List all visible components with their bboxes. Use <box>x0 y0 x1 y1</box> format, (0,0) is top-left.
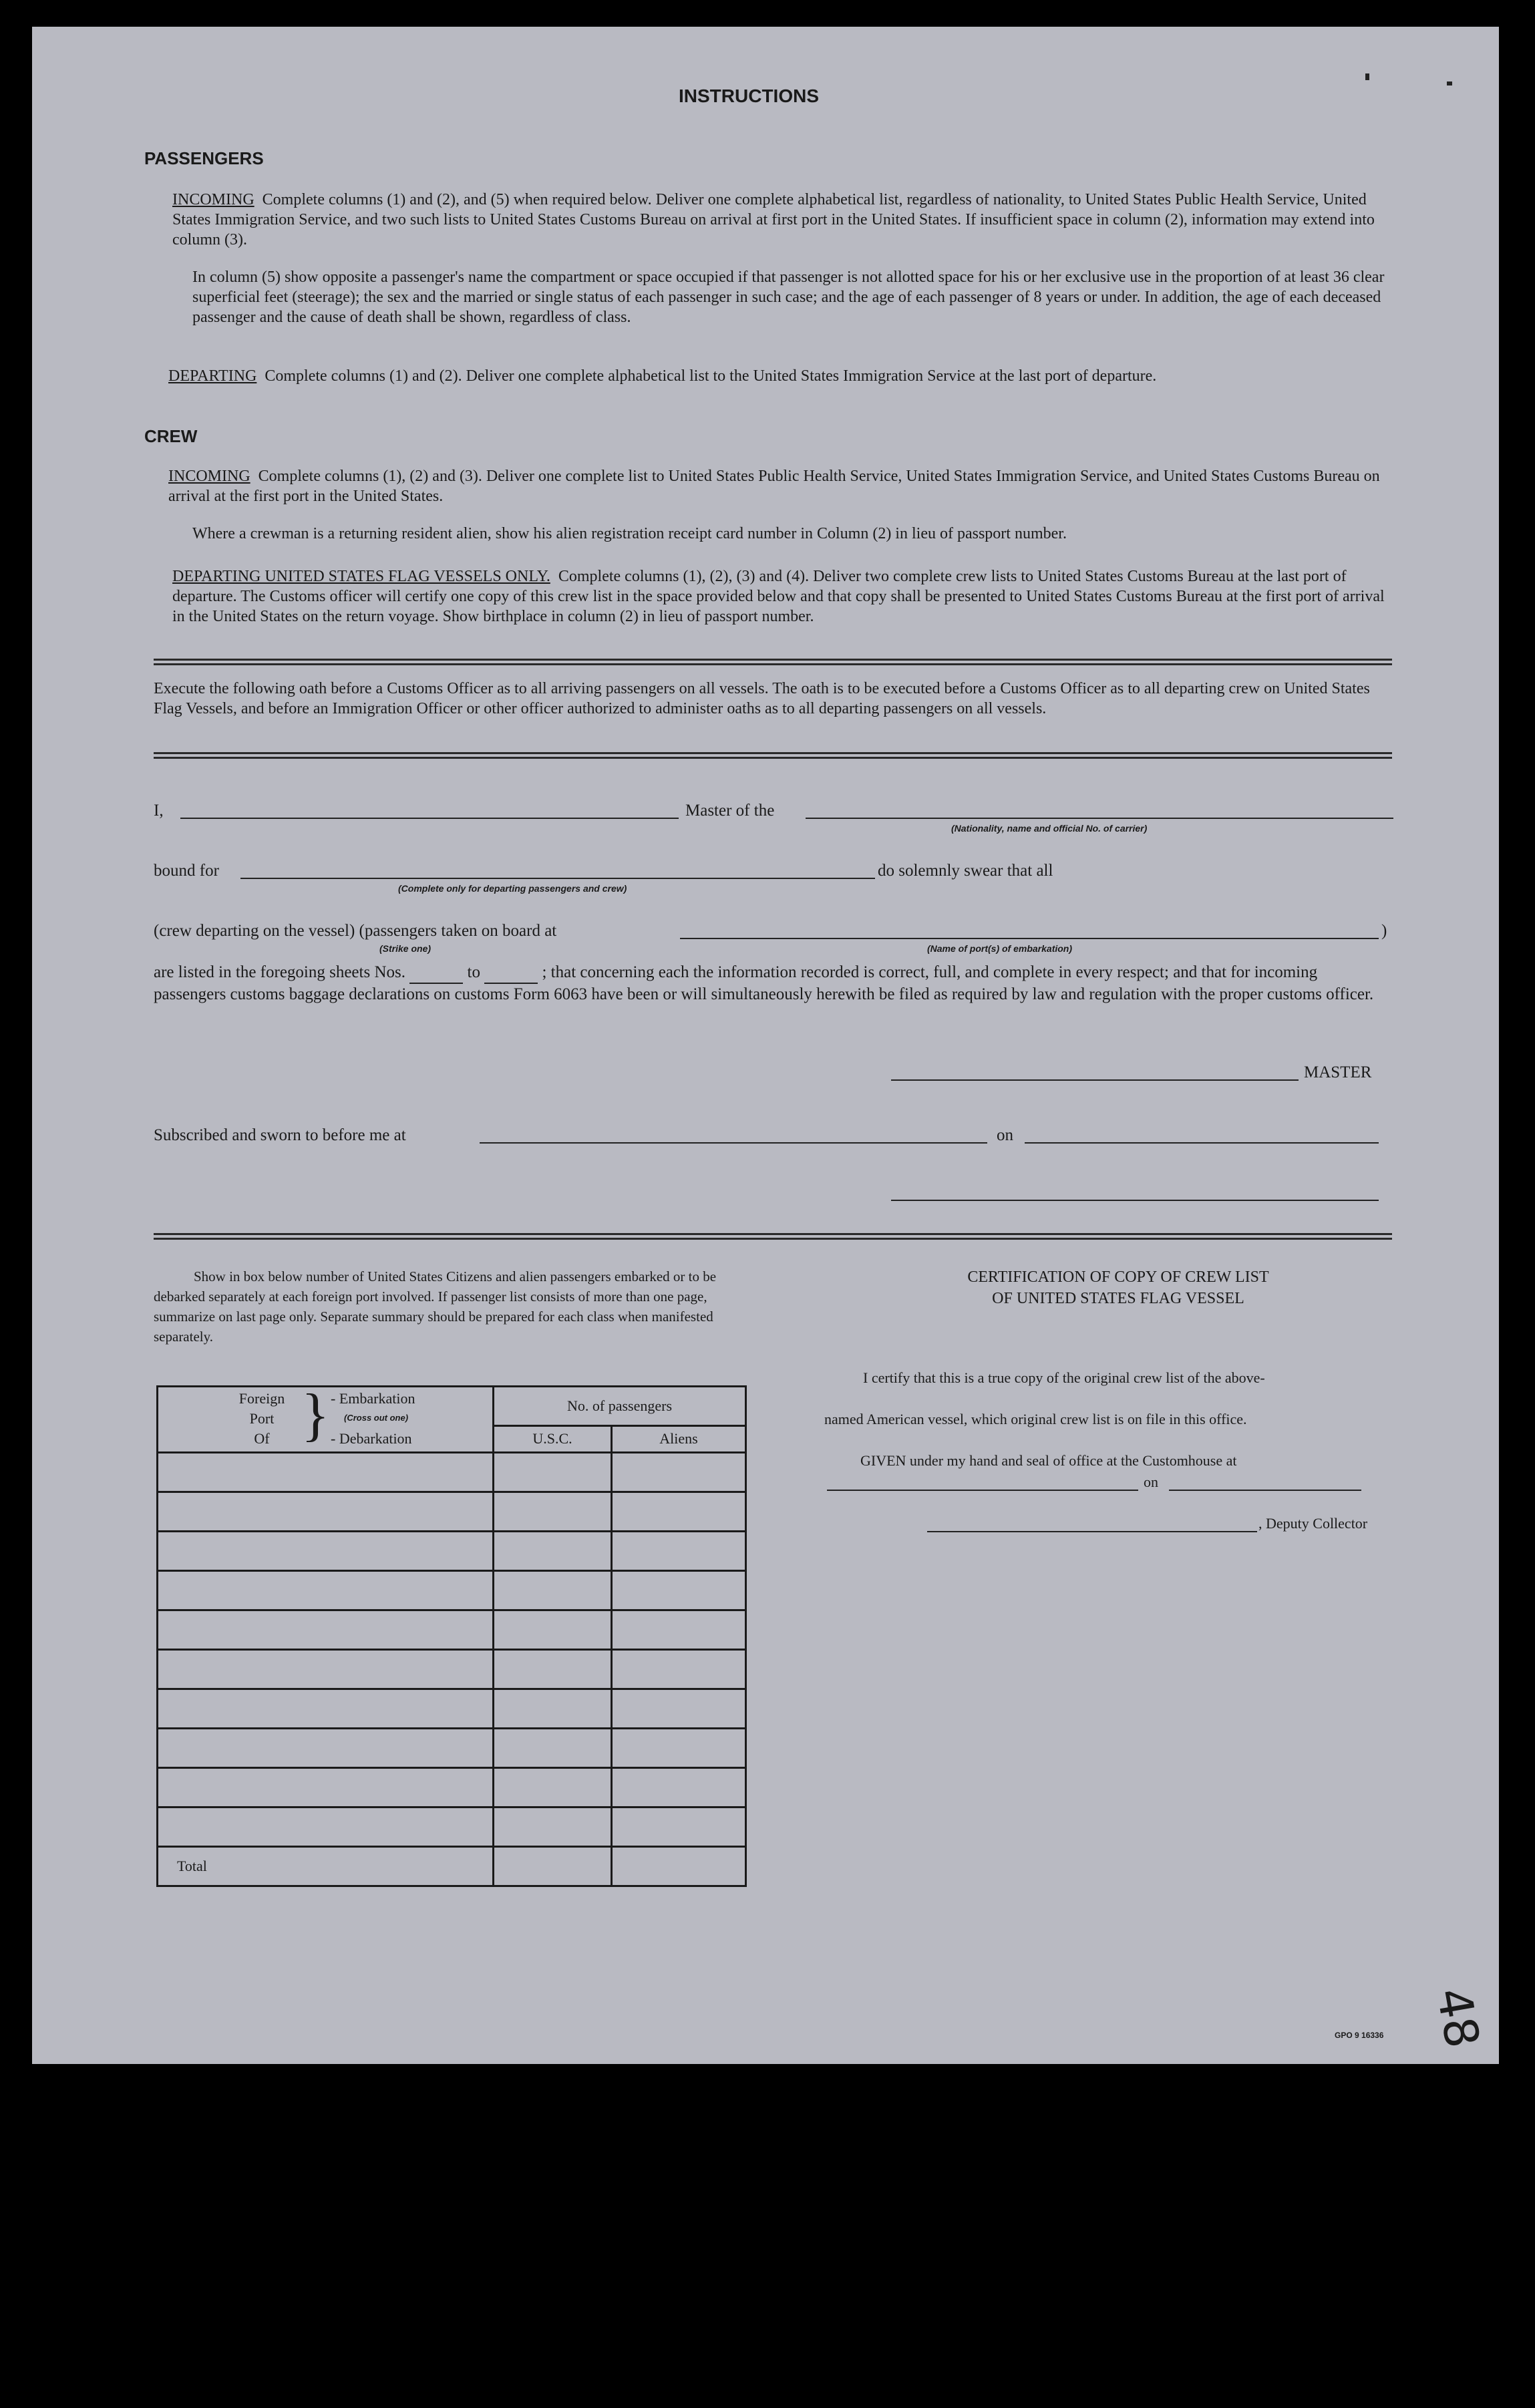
master-name-field[interactable] <box>180 818 679 819</box>
given-line: GIVEN under my hand and seal of office at the Customhouse at <box>860 1452 1237 1469</box>
port-cell[interactable] <box>158 1729 494 1768</box>
total-row <box>158 1847 746 1886</box>
crew-resident-alien-text: Where a crewman is a returning resident alien, show his alien registration receipt card number in Column (2) in lieu of passport number. <box>192 525 1067 542</box>
bound-for-field[interactable] <box>240 878 875 879</box>
passengers-departing-label: DEPARTING <box>168 367 257 385</box>
embarkation-label: - Embarkation <box>331 1390 415 1407</box>
bound-for-label: bound for <box>154 862 219 880</box>
customhouse-field[interactable] <box>827 1490 1138 1491</box>
total-usc-cell[interactable] <box>494 1847 612 1886</box>
table-row <box>158 1492 746 1532</box>
sheet-from-field[interactable] <box>409 962 463 984</box>
subscribed-label: Subscribed and sworn to before me at <box>154 1126 406 1144</box>
port-cell[interactable] <box>158 1532 494 1571</box>
table-row <box>158 1808 746 1847</box>
sworn-location-field[interactable] <box>480 1142 987 1144</box>
table-row <box>158 1650 746 1689</box>
summary-header-row <box>158 1387 746 1426</box>
port-label-stack <box>232 1389 292 1449</box>
swear-label: do solemnly swear that all <box>878 862 1053 880</box>
total-label: Total <box>158 1847 494 1886</box>
aliens-cell[interactable] <box>612 1610 746 1650</box>
crew-incoming-label: INCOMING <box>168 468 250 485</box>
aliens-cell[interactable] <box>612 1650 746 1689</box>
port-cell[interactable] <box>158 1571 494 1610</box>
usc-cell[interactable] <box>494 1532 612 1571</box>
crew-passengers-label: (crew departing on the vessel) (passengers taken on board at <box>154 922 557 940</box>
bound-for-caption: (Complete only for departing passengers and crew) <box>398 883 627 894</box>
usc-cell[interactable] <box>494 1571 612 1610</box>
port-cell[interactable] <box>158 1768 494 1808</box>
carrier-field[interactable] <box>806 818 1393 819</box>
deputy-signature-field[interactable] <box>927 1531 1257 1532</box>
table-row <box>158 1532 746 1571</box>
usc-cell[interactable] <box>494 1492 612 1532</box>
cross-out-caption: (Cross out one) <box>344 1413 409 1423</box>
summary-instructions: Show in box below number of United States Citizens and alien passengers embarked or to be debarked separately at each foreign port involved. If passenger list consists of more than one page, summarize on last page only. Separate summary should be prepared for each class when manifested separately. <box>154 1268 717 1345</box>
sheets-to-label: to <box>467 963 480 981</box>
crew-departing-label: DEPARTING UNITED STATES FLAG VESSELS ONLY. <box>172 568 550 585</box>
port-cell[interactable] <box>158 1453 494 1492</box>
close-paren: ) <box>1381 922 1387 940</box>
aliens-header-cell: Aliens <box>612 1425 746 1452</box>
usc-cell[interactable] <box>494 1729 612 1768</box>
stray-mark <box>1365 73 1369 80</box>
table-row <box>158 1571 746 1610</box>
aliens-cell[interactable] <box>612 1492 746 1532</box>
passengers-incoming-block <box>172 190 1398 250</box>
table-row <box>158 1610 746 1650</box>
usc-cell[interactable] <box>494 1610 612 1650</box>
certify-line2: named American vessel, which original crew list is on file in this office. <box>824 1411 1247 1427</box>
passenger-summary-table <box>156 1385 747 1887</box>
aliens-cell[interactable] <box>612 1768 746 1808</box>
gpo-code: GPO 9 16336 <box>1335 2031 1384 2040</box>
officer-signature-field[interactable] <box>891 1200 1379 1201</box>
port-cell[interactable] <box>158 1808 494 1847</box>
passengers-column5-block: In column (5) show opposite a passenger's name the compartment or space occupied if that passenger is not allotted space for his or her exclusive use in the proportion of at least 36 clear superficial feet (steerage); the sex and the married or single status of each passenger in such case; and the age of each passenger of 8 years or under. In addition, the age of each deceased passenger and the cause of death shall be shown, regardless of class. <box>192 269 1385 326</box>
table-row <box>158 1453 746 1492</box>
master-label: MASTER <box>1304 1063 1372 1081</box>
port-cell[interactable] <box>158 1610 494 1650</box>
aliens-cell[interactable] <box>612 1571 746 1610</box>
crew-departing-text: Complete columns (1), (2), (3) and (4). Deliver two complete crew lists to United States Customs Bureau at the last port of departure. The Customs officer will certify one copy of this crew list in the space provided below and that copy shall be presented to United States Customs Bureau at the first port of arrival in the United States on the return voyage. Show birthplace in column (2) in lieu of passport number. <box>172 568 1385 625</box>
sworn-on-label: on <box>997 1126 1013 1144</box>
debarkation-label: - Debarkation <box>331 1430 412 1447</box>
nationality-caption: (Nationality, name and official No. of carrier) <box>951 823 1148 834</box>
total-aliens-cell[interactable] <box>612 1847 746 1886</box>
stray-mark <box>1447 81 1452 85</box>
oath-intro: Execute the following oath before a Customs Officer as to all arriving passengers on all vessels. The oath is to be executed before a Customs Officer as to all departing crew on United States Flag Vessels, and before an Immigration Officer or other officer authorized to administer oaths as to all departing passengers on all vessels. <box>154 680 1370 717</box>
certify-line1: I certify that this is a true copy of the original crew list of the above- <box>863 1369 1265 1386</box>
instructions-title: INSTRUCTIONS <box>679 85 819 106</box>
table-row <box>158 1768 746 1808</box>
port-cell[interactable] <box>158 1689 494 1729</box>
passengers-departing-block <box>168 366 1398 386</box>
port-header-cell <box>158 1383 494 1453</box>
usc-header-cell: U.S.C. <box>494 1425 612 1452</box>
crew-departing-block <box>172 566 1398 627</box>
form-page <box>32 27 1499 2064</box>
certification-title-line2: OF UNITED STATES FLAG VESSEL <box>992 1290 1244 1307</box>
certification-title-line1: CERTIFICATION OF COPY OF CREW LIST <box>967 1268 1269 1286</box>
usc-cell[interactable] <box>494 1650 612 1689</box>
crew-incoming-block <box>168 466 1398 506</box>
embarkation-port-field[interactable] <box>680 938 1379 939</box>
master-signature-field[interactable] <box>891 1079 1299 1081</box>
aliens-cell[interactable] <box>612 1532 746 1571</box>
strike-caption: (Strike one) <box>379 943 432 954</box>
passengers-departing-text: Complete columns (1) and (2). Deliver one complete alphabetical list to the United States Immigration Service at the last port of departure. <box>265 367 1157 385</box>
sheets-cont: respect; and that for incoming passengers customs baggage declarations on customs Form 6063 have been or will simultaneously herewith be filed as required by law and regulation with the proper customs officer. <box>154 963 1374 1003</box>
oath-i-label: I, <box>154 802 164 820</box>
brace-glyph: } <box>301 1383 330 1447</box>
crew-incoming-text: Complete columns (1), (2) and (3). Deliver one complete list to United States Public Health Service, United States Immigration Service, and United States Customs Bureau on arrival at the first port in the United States. <box>168 468 1380 505</box>
master-of-label: Master of the <box>685 802 775 820</box>
table-row <box>158 1689 746 1729</box>
of-label: Of <box>254 1430 270 1447</box>
usc-cell[interactable] <box>494 1689 612 1729</box>
divider-3 <box>154 1233 1392 1240</box>
foreign-label: Foreign <box>238 1390 285 1407</box>
deputy-collector-label: , Deputy Collector <box>1258 1515 1368 1532</box>
passengers-heading: PASSENGERS <box>144 148 264 168</box>
usc-cell[interactable] <box>494 1768 612 1808</box>
port-cell[interactable] <box>158 1492 494 1532</box>
sheet-to-field[interactable] <box>484 962 538 984</box>
table-row <box>158 1729 746 1768</box>
divider-2 <box>154 752 1392 759</box>
sworn-date-field[interactable] <box>1025 1142 1379 1144</box>
aliens-cell[interactable] <box>612 1808 746 1847</box>
port-label: Port <box>249 1410 275 1427</box>
usc-cell[interactable] <box>494 1808 612 1847</box>
certification-title <box>931 1266 1305 1309</box>
aliens-cell[interactable] <box>612 1453 746 1492</box>
crew-heading: CREW <box>144 426 198 446</box>
handwritten-number: 48 <box>1425 1984 1490 2052</box>
sheets-text: ; that concerning each the information recorded is correct, full, and complete in every <box>542 963 1113 981</box>
usc-cell[interactable] <box>494 1453 612 1492</box>
certification-on-label: on <box>1144 1474 1158 1490</box>
port-cell[interactable] <box>158 1650 494 1689</box>
certification-date-field[interactable] <box>1169 1490 1361 1491</box>
aliens-cell[interactable] <box>612 1729 746 1768</box>
divider-1 <box>154 659 1392 665</box>
passengers-incoming-text: Complete columns (1) and (2), and (5) when required below. Deliver one complete alphabetical list, regardless of nationality, to United States Public Health Service, United States Immigration Service, and two such lists to United States Customs Bureau on arrival at first port in the United States. If insufficient space in column (2), information may extend into column (3). <box>172 191 1375 248</box>
sheets-block <box>154 962 1392 1005</box>
passengers-incoming-label: INCOMING <box>172 191 254 208</box>
sheets-prefix: are listed in the foregoing sheets Nos. <box>154 963 405 981</box>
passengers-header-cell: No. of passengers <box>494 1387 746 1426</box>
aliens-cell[interactable] <box>612 1689 746 1729</box>
port-caption: (Name of port(s) of embarkation) <box>927 943 1073 954</box>
